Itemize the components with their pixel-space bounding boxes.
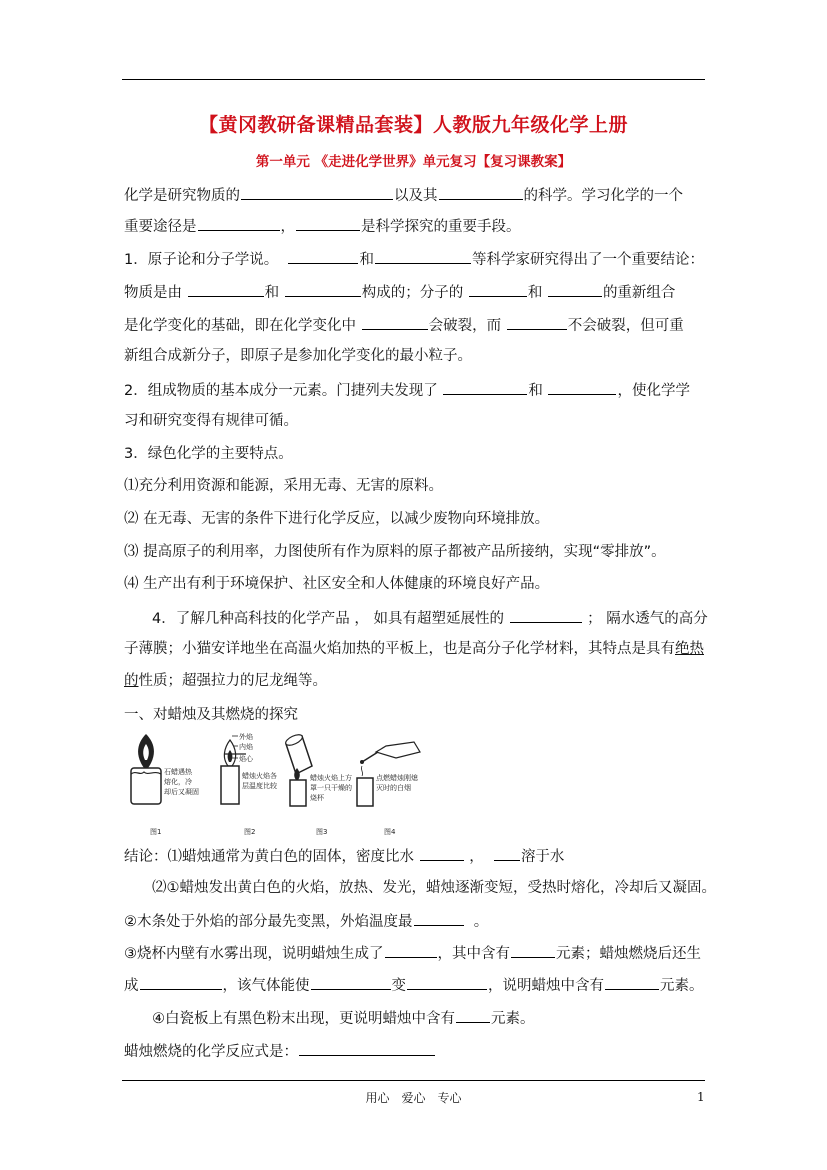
intro-line-1 <box>124 184 683 206</box>
flame-outer-label: 外焰 <box>239 733 253 741</box>
candle-figure-3 <box>284 733 352 836</box>
intro-line-2 <box>124 215 521 237</box>
conclusion-1 <box>124 845 564 867</box>
blank <box>362 314 428 330</box>
text: 等科学家研究得出了一个重要结论： <box>471 252 704 268</box>
text: 不会破裂，但可重 <box>567 318 684 334</box>
fig2-text-line-2: 层温度比较 <box>242 782 277 790</box>
text: 元素。 <box>660 978 704 994</box>
fig3-text-line-1: 蜡烛火焰上方 <box>310 774 352 782</box>
text: 的科学。学习化学的一个 <box>523 188 683 204</box>
text: 4．了解几种高科技的化学产品 ， 如具有超塑延展性的 <box>152 611 504 627</box>
conclusion-5 <box>124 974 704 996</box>
text: ，使化学学 <box>617 383 690 399</box>
s3-item-3: ⑶ 提高原子的利用率，力图使所有作为原料的原子都被产品所接纳，实现“零排放”。 <box>124 544 666 560</box>
text: 习和研究变得有规律可循。 <box>124 413 298 429</box>
text: 结论：⑴蜡烛通常为黄白色的固体，密度比水 <box>124 849 414 865</box>
fig-label-2: 图2 <box>244 828 256 836</box>
blank <box>140 974 222 990</box>
blank <box>288 248 358 264</box>
text: 成 <box>124 978 139 994</box>
text: 1．原子论和分子学说。 <box>124 252 279 268</box>
text: 。 <box>473 914 489 930</box>
blank <box>548 379 616 395</box>
blank <box>439 184 523 200</box>
blank <box>311 974 391 990</box>
text: 的重新组合 <box>602 285 676 301</box>
blank <box>605 974 659 990</box>
s4-line-2 <box>124 639 704 659</box>
s4-line-3 <box>124 671 327 691</box>
candle-figure-2 <box>221 732 278 836</box>
blank <box>299 1040 435 1056</box>
fig4-text-line-2: 灭时的白烟 <box>376 784 411 792</box>
text: 化学是研究物质的 <box>124 188 240 204</box>
blank <box>456 1007 490 1023</box>
fig1-text-line-1: 石蜡遇热 <box>164 768 192 776</box>
fig1-text-line-3: 却后又凝固 <box>164 788 199 796</box>
blank <box>241 184 393 200</box>
s1-line-2 <box>124 281 675 303</box>
s3-heading: 3．绿色化学的主要特点。 <box>124 446 293 462</box>
fig1-text-line-2: 熔化，冷 <box>164 778 192 786</box>
underlined-text: 的 <box>124 673 139 689</box>
text: ，其中含有 <box>437 946 510 962</box>
blank <box>510 607 582 623</box>
text: 和 <box>359 252 374 268</box>
s3-item-2: ⑵ 在无毒、无害的条件下进行化学反应，以减少废物向环境排放。 <box>124 511 550 527</box>
candle-heading: 一、对蜡烛及其燃烧的探究 <box>124 707 298 723</box>
text: 构成的；分子的 <box>361 285 464 301</box>
s2-line-1 <box>124 379 690 401</box>
blank <box>511 942 555 958</box>
blank <box>296 215 360 231</box>
blank <box>375 248 471 264</box>
blank <box>494 845 520 861</box>
text: 2．组成物质的基本成分一元素。门捷列夫发现了 <box>124 383 438 399</box>
text: 以及其 <box>394 188 438 204</box>
text: ②木条处于外焰的部分最先变黑，外焰温度最 <box>124 914 413 930</box>
candle-figure-1 <box>131 734 199 836</box>
text: ， <box>469 849 484 865</box>
blank <box>407 974 487 990</box>
flame-inner-label: 内焰 <box>239 743 253 751</box>
conclusion-3 <box>124 910 488 932</box>
blank <box>385 942 437 958</box>
blank <box>507 314 567 330</box>
text: 和 <box>527 285 543 301</box>
fig3-text-line-2: 罩一只干燥的 <box>310 784 352 792</box>
fig-label-4: 图4 <box>384 828 396 836</box>
header-rule <box>122 79 705 80</box>
blank <box>414 910 464 926</box>
blank <box>443 379 527 395</box>
text: 性质；超强拉力的尼龙绳等。 <box>138 673 327 689</box>
text: ，该气体能使 <box>222 978 310 994</box>
candle-experiment-figure <box>124 730 424 840</box>
text: 元素；蜡烛燃烧后还生 <box>556 946 701 962</box>
s1-line-3 <box>124 314 684 336</box>
s2-line-2 <box>124 411 298 431</box>
s1-line-4 <box>124 346 472 366</box>
conclusion-6 <box>152 1007 535 1029</box>
text: 子薄膜；小猫安详地坐在高温火焰加热的平板上，也是高分子化学材料，其特点是具有 <box>124 641 675 657</box>
text: ，说明蜡烛中含有 <box>488 978 604 994</box>
s3-item-4: ⑷ 生产出有利于环境保护、社区安全和人体健康的环境良好产品。 <box>124 576 550 592</box>
fig-label-3: 图3 <box>316 828 328 836</box>
text: 新组合成新分子，即原子是参加化学变化的最小粒子。 <box>124 348 472 364</box>
blank <box>469 281 527 297</box>
footer-text: 用心 爱心 专心 <box>365 1091 462 1105</box>
text: ； 隔水透气的高分 <box>587 611 708 627</box>
blank <box>420 845 464 861</box>
text: 和 <box>264 285 280 301</box>
blank <box>188 281 264 297</box>
fig4-text-line-1: 点燃蜡烛刚熄 <box>376 774 418 782</box>
text: 溶于水 <box>520 849 565 865</box>
s3-item-1: ⑴充分利用资源和能源，采用无毒、无害的原料。 <box>124 478 443 494</box>
fig-label-1: 图1 <box>150 828 162 836</box>
flame-core-label: 焰心 <box>239 755 253 763</box>
text: ③烧杯内壁有水雾出现，说明蜡烛生成了 <box>124 946 384 962</box>
text: 会破裂，而 <box>428 318 502 334</box>
page-subtitle: 第一单元 《走进化学世界》单元复习【复习课教案】 <box>255 154 572 170</box>
s1-line-1 <box>124 248 704 270</box>
fig3-text-line-3: 烧杯 <box>310 794 324 802</box>
text: ， <box>280 219 295 235</box>
conclusion-2: ⑵①蜡烛发出黄白色的火焰，放热、发光，蜡烛逐渐变短，受热时熔化，冷却后又凝固。 <box>152 880 716 896</box>
text: 是化学变化的基础，即在化学变化中 <box>124 318 356 334</box>
page-number: 1 <box>697 1090 705 1104</box>
candle-figure-4 <box>357 742 420 836</box>
conclusion-4 <box>124 942 701 964</box>
text: 变 <box>391 978 406 994</box>
text: 蜡烛燃烧的化学反应式是： <box>124 1044 298 1060</box>
text: 元素。 <box>491 1011 535 1027</box>
text: ④白瓷板上有黑色粉末出现，更说明蜡烛中含有 <box>152 1011 455 1027</box>
text: 重要途径是 <box>124 219 197 235</box>
s4-line-1 <box>152 607 708 629</box>
blank <box>285 281 361 297</box>
page-title: 【黄冈教研备课精品套装】人教版九年级化学上册 <box>198 114 628 136</box>
text: 和 <box>528 383 543 399</box>
fig2-text-line-1: 蜡烛火焰各 <box>242 772 277 780</box>
text: 是科学探究的重要手段。 <box>361 219 521 235</box>
underlined-text: 绝热 <box>675 641 704 657</box>
blank <box>548 281 602 297</box>
reaction-equation-line <box>124 1040 436 1062</box>
text: 物质是由 <box>124 285 182 301</box>
footer-rule <box>122 1080 705 1081</box>
blank <box>198 215 280 231</box>
